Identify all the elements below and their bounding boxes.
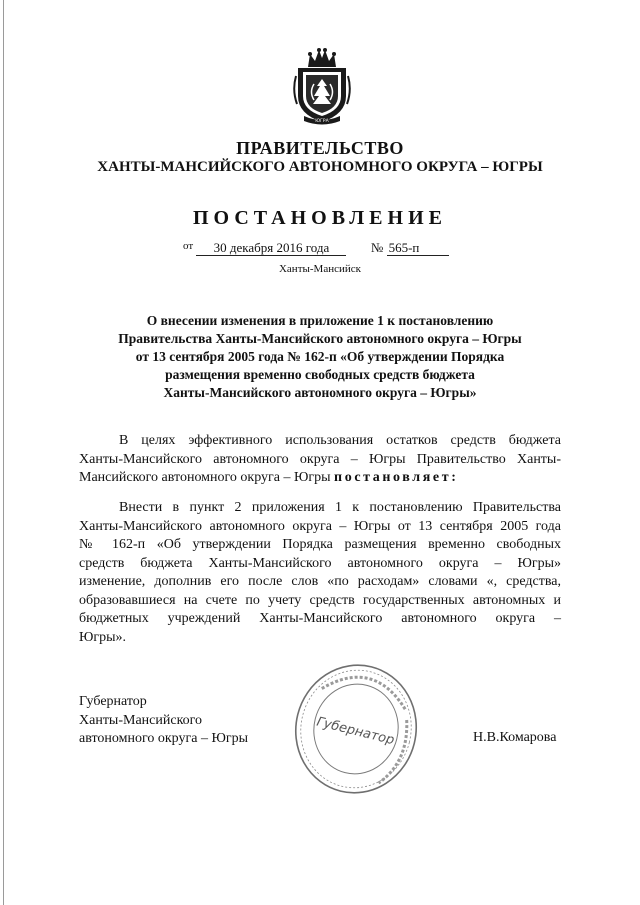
- official-stamp-seal: [291, 658, 421, 800]
- operative-line: бюджетных учреждений Ханты-Мансийского автономного округа –: [79, 611, 561, 626]
- operative-line: Внести в пункт 2 приложения 1 к постановлению Правительства: [119, 500, 561, 515]
- page-scan-edge: [3, 0, 4, 905]
- document-date: 30 декабря 2016 года: [196, 240, 346, 256]
- operative-paragraph: [79, 499, 561, 647]
- document-city: Ханты-Мансийск: [278, 263, 361, 275]
- document-number: 565-п: [387, 240, 449, 256]
- subject-line: размещения временно свободных средств бюджета: [165, 367, 475, 382]
- number-prefix: №: [370, 240, 384, 255]
- subject-line: от 13 сентября 2005 года № 162-п «Об утверждении Порядка: [135, 349, 505, 364]
- operative-line: средств бюджета Ханты-Мансийского автономного округа – Югры»: [79, 555, 561, 571]
- subject-line: Ханты-Мансийского автономного округа – Югры»: [163, 385, 477, 400]
- subject-line: О внесении изменения в приложение 1 к постановлению: [146, 313, 494, 328]
- signatory-title-line: Ханты-Мансийского: [79, 712, 203, 728]
- signatory-title-line: автономного округа – Югры: [79, 731, 248, 746]
- operative-line: Ханты-Мансийского автономного округа – Югры от 13 сентября 2005 года: [79, 518, 561, 534]
- preamble-line-last: [79, 469, 561, 488]
- preamble-paragraph: [79, 432, 561, 488]
- subject-line: Правительства Ханты-Мансийского автономного округа – Югры: [118, 331, 522, 346]
- signatory-title-line: Губернатор: [79, 694, 147, 709]
- preamble-text: Мансийского автономного округа – Югры: [79, 470, 331, 485]
- coat-of-arms-emblem: [292, 46, 352, 126]
- preamble-line: Ханты-Мансийского автономного округа – Югры Правительство Ханты-: [79, 451, 561, 467]
- date-number-line: [183, 240, 449, 256]
- org-title-line2: ХАНТЫ-МАНСИЙСКОГО АВТОНОМНОГО ОКРУГА – ЮГРЫ: [97, 159, 543, 175]
- decree-word: постановляет:: [334, 470, 459, 485]
- document-subject: [80, 312, 560, 402]
- operative-line: Югры».: [79, 629, 127, 645]
- stamp-label: Губернатор: [315, 714, 396, 749]
- signatory-name: Н.В.Комарова: [473, 730, 557, 745]
- operative-line: № 162-п «Об утверждении Порядка размещения временно свободных: [79, 537, 561, 552]
- date-prefix: от: [183, 240, 194, 252]
- preamble-line: В целях эффективного использования остатков средств бюджета: [119, 433, 561, 448]
- emblem-ribbon-text: ЮГРА: [315, 119, 329, 124]
- signatory-title: [79, 693, 248, 749]
- operative-line: изменение, дополнив его после слов «по расходам» словами «, средства,: [79, 574, 561, 589]
- org-title-line1: ПРАВИТЕЛЬСТВО: [236, 138, 404, 158]
- operative-line: образовавшиеся на счете по учету средств государственных автономных и: [79, 592, 561, 608]
- document-type-heading: ПОСТАНОВЛЕНИЕ: [193, 207, 447, 229]
